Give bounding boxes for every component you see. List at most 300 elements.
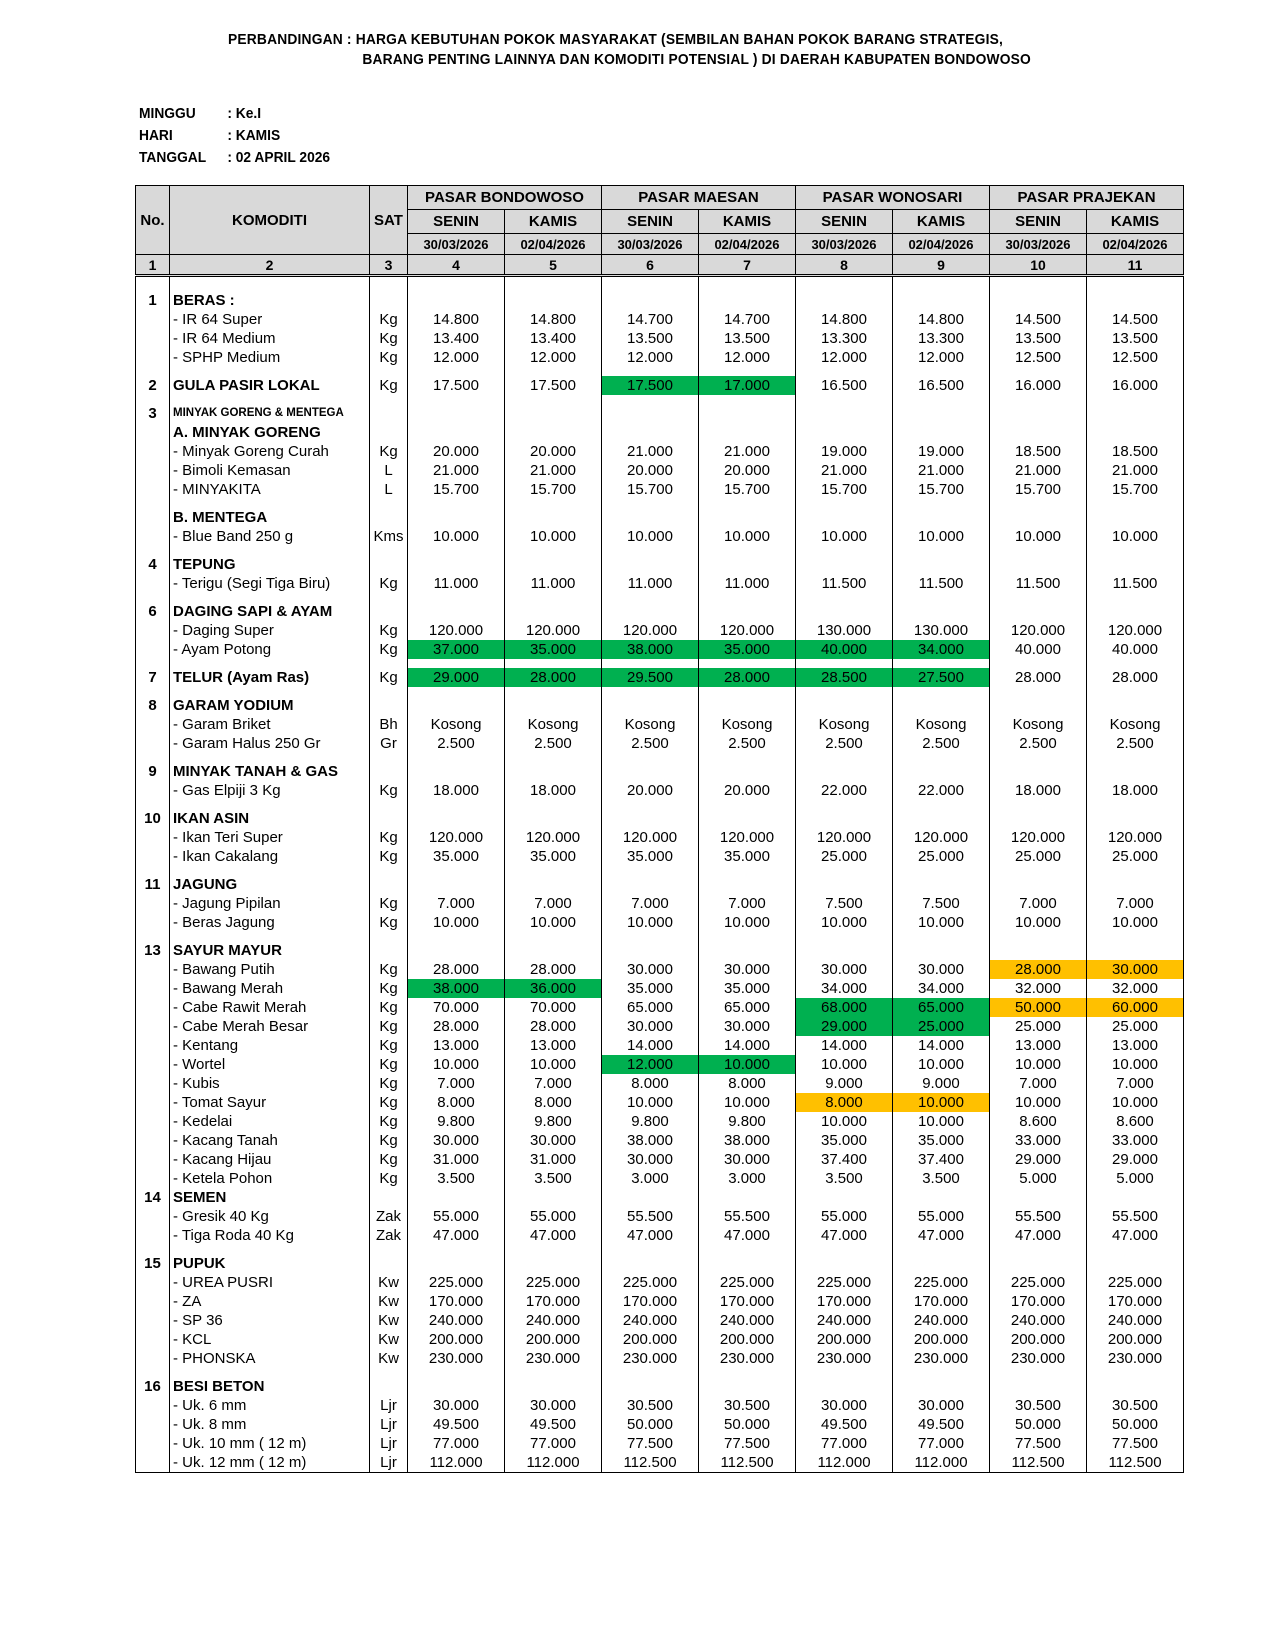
spacer-cell [699, 800, 796, 809]
price-cell: 2.500 [990, 734, 1087, 753]
price-cell [505, 1377, 602, 1396]
price-cell [505, 809, 602, 828]
header-date-senin: 30/03/2026 [408, 234, 505, 255]
price-cell: 29.000 [990, 1150, 1087, 1169]
spacer-cell [136, 659, 170, 668]
price-cell: 10.000 [893, 1055, 990, 1074]
price-cell: 25.000 [990, 1017, 1087, 1036]
spacer-row [136, 932, 1184, 941]
price-cell [796, 1188, 893, 1207]
unit: Kg [370, 1169, 408, 1188]
price-cell: 55.500 [699, 1207, 796, 1226]
price-cell: 28.000 [699, 668, 796, 687]
price-cell: 120.000 [505, 828, 602, 847]
price-cell: 14.500 [990, 310, 1087, 329]
price-cell: 170.000 [893, 1292, 990, 1311]
price-cell [699, 555, 796, 574]
unit [370, 875, 408, 894]
price-cell: 28.000 [1087, 668, 1184, 687]
spacer-row [136, 367, 1184, 376]
header-date-kamis: 02/04/2026 [699, 234, 796, 255]
price-cell [408, 1188, 505, 1207]
row-number [136, 574, 170, 593]
price-cell: 2.500 [893, 734, 990, 753]
commodity-name: - Kacang Hijau [170, 1150, 370, 1169]
unit: Kg [370, 1112, 408, 1131]
spacer-cell [602, 499, 699, 508]
price-cell: 240.000 [602, 1311, 699, 1330]
price-cell: 240.000 [1087, 1311, 1184, 1330]
spacer-row [136, 1368, 1184, 1377]
unit: Kg [370, 998, 408, 1017]
price-cell: 9.800 [699, 1112, 796, 1131]
commodity-name: - Tomat Sayur [170, 1093, 370, 1112]
price-cell: 8.000 [602, 1074, 699, 1093]
price-cell: 200.000 [602, 1330, 699, 1349]
category-row [136, 602, 1184, 621]
price-cell: 120.000 [602, 621, 699, 640]
spacer-cell [505, 687, 602, 696]
commodity-row [136, 574, 1184, 593]
spacer-cell [990, 687, 1087, 696]
price-cell: 225.000 [699, 1273, 796, 1292]
row-number: 15 [136, 1254, 170, 1273]
price-cell [893, 508, 990, 527]
price-cell: 7.000 [408, 894, 505, 913]
price-cell [505, 555, 602, 574]
spacer-cell [370, 499, 408, 508]
price-cell: 120.000 [1087, 621, 1184, 640]
header-day-senin: SENIN [796, 210, 893, 234]
spacer-cell [796, 753, 893, 762]
commodity-name: - Minyak Goreng Curah [170, 442, 370, 461]
price-cell [505, 291, 602, 310]
price-cell [602, 875, 699, 894]
price-cell [699, 875, 796, 894]
price-cell: 20.000 [699, 781, 796, 800]
price-cell: 225.000 [893, 1273, 990, 1292]
unit: Kms [370, 527, 408, 546]
price-cell [505, 423, 602, 442]
row-number [136, 894, 170, 913]
commodity-row [136, 1311, 1184, 1330]
price-cell [505, 941, 602, 960]
unit: Gr [370, 734, 408, 753]
row-number [136, 348, 170, 367]
price-cell [990, 1188, 1087, 1207]
spacer-cell [990, 866, 1087, 875]
price-cell: 25.000 [893, 1017, 990, 1036]
price-cell: 35.000 [699, 640, 796, 659]
price-cell: 120.000 [408, 621, 505, 640]
price-cell [893, 1188, 990, 1207]
spacer-cell [408, 499, 505, 508]
price-cell: 11.000 [699, 574, 796, 593]
category-row [136, 376, 1184, 395]
spacer-cell [370, 395, 408, 404]
price-cell: 170.000 [505, 1292, 602, 1311]
spacer-cell [699, 1245, 796, 1254]
row-number [136, 1273, 170, 1292]
category-row [136, 809, 1184, 828]
price-cell [796, 762, 893, 781]
spacer-cell [408, 395, 505, 404]
price-cell [893, 875, 990, 894]
commodity-row [136, 894, 1184, 913]
spacer-cell [505, 395, 602, 404]
price-cell: 33.000 [1087, 1131, 1184, 1150]
price-cell: 12.000 [796, 348, 893, 367]
price-cell: 240.000 [699, 1311, 796, 1330]
commodity-name: - Uk. 6 mm [170, 1396, 370, 1415]
spacer-row [136, 753, 1184, 762]
price-cell: 170.000 [699, 1292, 796, 1311]
spacer-cell [1087, 866, 1184, 875]
price-cell: 10.000 [990, 1093, 1087, 1112]
price-cell [990, 291, 1087, 310]
price-cell: 10.000 [699, 527, 796, 546]
price-cell: 170.000 [796, 1292, 893, 1311]
spacer-cell [370, 1368, 408, 1377]
price-cell: 38.000 [699, 1131, 796, 1150]
column-index: 3 [370, 255, 408, 276]
commodity-row [136, 348, 1184, 367]
price-cell: 50.000 [699, 1415, 796, 1434]
commodity-row [136, 1415, 1184, 1434]
price-cell: 120.000 [1087, 828, 1184, 847]
price-cell: 120.000 [893, 828, 990, 847]
price-cell: 20.000 [602, 461, 699, 480]
price-cell: 240.000 [408, 1311, 505, 1330]
price-cell [796, 696, 893, 715]
price-cell: 14.800 [893, 310, 990, 329]
price-cell: 40.000 [796, 640, 893, 659]
price-cell: 30.000 [1087, 960, 1184, 979]
spacer-cell [796, 367, 893, 376]
price-cell [699, 696, 796, 715]
commodity-name: - Bawang Merah [170, 979, 370, 998]
spacer-row [136, 546, 1184, 555]
spacer-cell [1087, 499, 1184, 508]
header-komoditi: KOMODITI [170, 186, 370, 255]
price-cell: 70.000 [505, 998, 602, 1017]
price-cell: 37.400 [796, 1150, 893, 1169]
price-cell: 230.000 [796, 1349, 893, 1368]
price-cell: 49.500 [505, 1415, 602, 1434]
price-cell: 10.000 [990, 913, 1087, 932]
price-cell: 10.000 [1087, 1055, 1184, 1074]
commodity-row [136, 310, 1184, 329]
price-cell [408, 1254, 505, 1273]
price-cell [602, 696, 699, 715]
spacer-cell [699, 687, 796, 696]
commodity-name: SEMEN [170, 1188, 370, 1207]
unit: Kg [370, 1055, 408, 1074]
spacer-cell [990, 1245, 1087, 1254]
commodity-name: - KCL [170, 1330, 370, 1349]
price-cell: 14.000 [893, 1036, 990, 1055]
spacer-cell [796, 687, 893, 696]
spacer-cell [408, 546, 505, 555]
unit [370, 1377, 408, 1396]
price-cell: 3.500 [408, 1169, 505, 1188]
row-number [136, 1349, 170, 1368]
price-cell: 2.500 [796, 734, 893, 753]
header-date-senin: 30/03/2026 [602, 234, 699, 255]
price-cell [893, 423, 990, 442]
commodity-name: - SPHP Medium [170, 348, 370, 367]
commodity-name: - Kubis [170, 1074, 370, 1093]
price-cell: 77.000 [893, 1434, 990, 1453]
price-cell: 12.000 [893, 348, 990, 367]
spacer-cell [136, 753, 170, 762]
row-number: 9 [136, 762, 170, 781]
spacer-cell [893, 276, 990, 292]
category-row [136, 555, 1184, 574]
spacer-cell [796, 546, 893, 555]
spacer-cell [408, 753, 505, 762]
price-cell [602, 602, 699, 621]
price-cell: 49.500 [893, 1415, 990, 1434]
price-cell [990, 941, 1087, 960]
price-cell: 3.500 [505, 1169, 602, 1188]
price-cell [893, 941, 990, 960]
price-cell: 29.000 [1087, 1150, 1184, 1169]
price-cell: 10.000 [699, 1093, 796, 1112]
header-day-senin: SENIN [602, 210, 699, 234]
commodity-row [136, 1150, 1184, 1169]
price-cell [505, 602, 602, 621]
commodity-row [136, 527, 1184, 546]
row-number [136, 1055, 170, 1074]
price-cell: 55.000 [893, 1207, 990, 1226]
commodity-name: - Uk. 10 mm ( 12 m) [170, 1434, 370, 1453]
price-cell: 8.000 [408, 1093, 505, 1112]
price-cell: 10.000 [893, 1093, 990, 1112]
spacer-cell [1087, 800, 1184, 809]
price-cell: 21.000 [1087, 461, 1184, 480]
price-cell: 10.000 [796, 913, 893, 932]
category-row [136, 423, 1184, 442]
category-row [136, 1377, 1184, 1396]
spacer-cell [796, 395, 893, 404]
unit [370, 809, 408, 828]
commodity-row [136, 1453, 1184, 1473]
price-cell: 13.000 [1087, 1036, 1184, 1055]
price-cell: 13.400 [408, 329, 505, 348]
price-cell [408, 555, 505, 574]
spacer-cell [893, 395, 990, 404]
price-cell: 8.600 [1087, 1112, 1184, 1131]
price-cell: 28.000 [990, 668, 1087, 687]
spacer-cell [699, 593, 796, 602]
price-cell: 18.000 [505, 781, 602, 800]
row-number [136, 1330, 170, 1349]
price-cell: 12.500 [990, 348, 1087, 367]
spacer-cell [505, 932, 602, 941]
commodity-name: - Terigu (Segi Tiga Biru) [170, 574, 370, 593]
unit: Kg [370, 913, 408, 932]
price-cell: 13.500 [602, 329, 699, 348]
spacer-row [136, 800, 1184, 809]
price-cell [699, 1254, 796, 1273]
commodity-row [136, 1207, 1184, 1226]
spacer-row [136, 1245, 1184, 1254]
spacer-cell [136, 367, 170, 376]
price-cell [505, 696, 602, 715]
price-cell: 17.500 [505, 376, 602, 395]
spacer-cell [699, 395, 796, 404]
price-cell: 28.500 [796, 668, 893, 687]
price-cell: 77.500 [1087, 1434, 1184, 1453]
document-title [228, 30, 1031, 70]
price-cell [699, 762, 796, 781]
price-cell: 29.000 [408, 668, 505, 687]
price-cell [699, 404, 796, 423]
commodity-row [136, 640, 1184, 659]
price-cell [408, 602, 505, 621]
price-cell: 14.500 [1087, 310, 1184, 329]
unit: Ljr [370, 1434, 408, 1453]
price-cell [796, 1254, 893, 1273]
commodity-row [136, 1169, 1184, 1188]
spacer-cell [408, 866, 505, 875]
price-cell [602, 1188, 699, 1207]
unit: Kw [370, 1273, 408, 1292]
price-cell: 14.800 [505, 310, 602, 329]
spacer-cell [136, 1368, 170, 1377]
price-cell: 3.500 [796, 1169, 893, 1188]
header-day-kamis: KAMIS [505, 210, 602, 234]
commodity-name: A. MINYAK GORENG [170, 423, 370, 442]
price-cell: 68.000 [796, 998, 893, 1017]
commodity-row [136, 1112, 1184, 1131]
report-meta [139, 103, 330, 169]
price-cell: 170.000 [990, 1292, 1087, 1311]
row-number [136, 1112, 170, 1131]
row-number [136, 781, 170, 800]
column-index: 10 [990, 255, 1087, 276]
spacer-cell [699, 866, 796, 875]
commodity-name: IKAN ASIN [170, 809, 370, 828]
price-cell: 35.000 [699, 979, 796, 998]
header-date-kamis: 02/04/2026 [505, 234, 602, 255]
spacer-cell [796, 800, 893, 809]
price-cell: 200.000 [990, 1330, 1087, 1349]
spacer-cell [699, 276, 796, 292]
price-cell: 38.000 [602, 1131, 699, 1150]
price-cell: 49.500 [408, 1415, 505, 1434]
price-cell: Kosong [699, 715, 796, 734]
row-number [136, 1434, 170, 1453]
price-cell: 30.000 [408, 1396, 505, 1415]
unit [370, 1188, 408, 1207]
commodity-name: - Uk. 12 mm ( 12 m) [170, 1453, 370, 1473]
spacer-cell [408, 800, 505, 809]
unit: Kg [370, 1093, 408, 1112]
price-cell: Kosong [796, 715, 893, 734]
commodity-row [136, 1434, 1184, 1453]
price-cell [699, 1377, 796, 1396]
spacer-cell [136, 546, 170, 555]
price-cell: 10.000 [408, 1055, 505, 1074]
price-cell: 10.000 [505, 527, 602, 546]
price-cell: 7.000 [699, 894, 796, 913]
spacer-cell [136, 395, 170, 404]
price-cell: 230.000 [893, 1349, 990, 1368]
commodity-row [136, 715, 1184, 734]
commodity-name: - Uk. 8 mm [170, 1415, 370, 1434]
price-cell: 11.000 [408, 574, 505, 593]
spacer-cell [170, 800, 370, 809]
price-cell: 10.000 [893, 1112, 990, 1131]
spacer-cell [370, 687, 408, 696]
price-cell: 13.000 [990, 1036, 1087, 1055]
spacer-cell [1087, 546, 1184, 555]
price-cell: 10.000 [408, 527, 505, 546]
price-cell [505, 875, 602, 894]
unit: Kg [370, 781, 408, 800]
spacer-row [136, 866, 1184, 875]
commodity-name: - Ketela Pohon [170, 1169, 370, 1188]
column-index: 4 [408, 255, 505, 276]
price-comparison-table [135, 185, 1184, 1473]
price-cell: 240.000 [505, 1311, 602, 1330]
price-cell: 7.000 [990, 894, 1087, 913]
price-cell: 12.000 [699, 348, 796, 367]
price-cell: 200.000 [505, 1330, 602, 1349]
price-cell: 225.000 [990, 1273, 1087, 1292]
price-cell: 3.000 [699, 1169, 796, 1188]
column-index: 11 [1087, 255, 1184, 276]
price-cell [408, 696, 505, 715]
commodity-name: - Ikan Teri Super [170, 828, 370, 847]
spacer-cell [1087, 932, 1184, 941]
price-cell: 30.500 [990, 1396, 1087, 1415]
price-cell: 13.300 [796, 329, 893, 348]
price-cell: 7.000 [1087, 894, 1184, 913]
commodity-name: GULA PASIR LOKAL [170, 376, 370, 395]
commodity-name: - Cabe Merah Besar [170, 1017, 370, 1036]
meta-minggu: MINGGU : Ke.I [139, 105, 262, 122]
price-cell: 10.000 [796, 1055, 893, 1074]
price-cell: 11.000 [602, 574, 699, 593]
price-cell [990, 809, 1087, 828]
price-cell: 14.000 [602, 1036, 699, 1055]
commodity-row [136, 1226, 1184, 1245]
spacer-cell [796, 866, 893, 875]
commodity-row [136, 1036, 1184, 1055]
price-cell: 30.000 [893, 960, 990, 979]
price-cell: 50.000 [602, 1415, 699, 1434]
price-cell [699, 1188, 796, 1207]
price-cell: 55.000 [408, 1207, 505, 1226]
price-cell: 40.000 [990, 640, 1087, 659]
commodity-name: - ZA [170, 1292, 370, 1311]
price-cell [796, 602, 893, 621]
price-cell [602, 508, 699, 527]
price-cell: 10.000 [699, 1055, 796, 1074]
price-cell [990, 1377, 1087, 1396]
price-cell [602, 941, 699, 960]
title-line-1: PERBANDINGAN : HARGA KEBUTUHAN POKOK MASYARAKAT (SEMBILAN BAHAN POKOK BARANG STRATEGIS, [228, 31, 1004, 48]
price-cell [893, 1377, 990, 1396]
price-cell: 7.000 [602, 894, 699, 913]
price-cell: 21.000 [990, 461, 1087, 480]
price-cell: 112.000 [796, 1453, 893, 1473]
price-cell: 120.000 [699, 828, 796, 847]
spacer-cell [170, 659, 370, 668]
